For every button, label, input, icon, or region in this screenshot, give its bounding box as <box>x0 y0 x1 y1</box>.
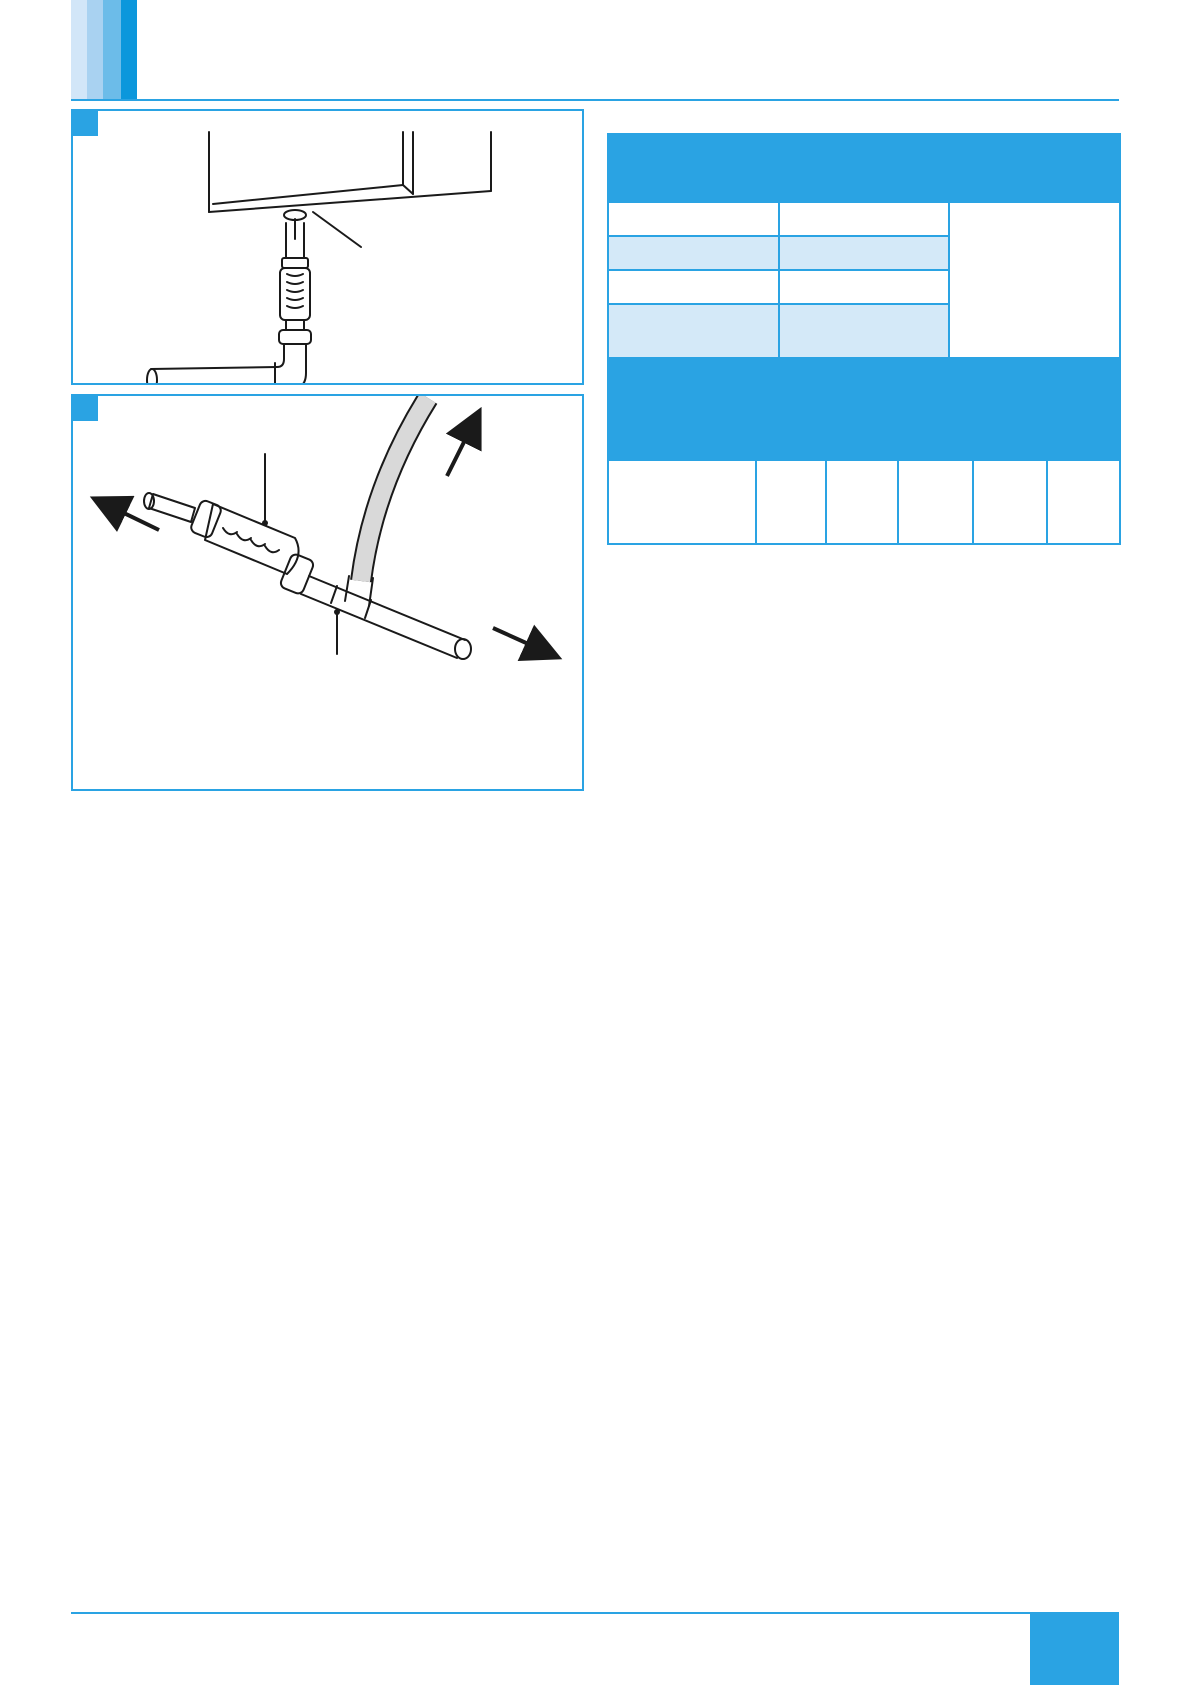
header-tab-2 <box>87 0 103 99</box>
table-cell <box>1047 460 1120 544</box>
table-2-col-header <box>898 414 973 460</box>
table-2-title <box>608 358 1120 404</box>
table-cell <box>608 202 779 236</box>
spec-table-2 <box>607 357 1121 545</box>
header-tab-4 <box>121 0 137 99</box>
header-rule <box>71 99 1119 101</box>
table-1-title <box>608 134 1120 168</box>
table-cell <box>826 460 898 544</box>
table-2-col-header <box>826 414 898 460</box>
table-cell <box>608 270 779 304</box>
table-2-header-row <box>608 404 1120 414</box>
table-2-row-header <box>608 404 756 460</box>
table-1-header-row <box>608 168 1120 202</box>
table-2-col-header <box>1047 414 1120 460</box>
table-cell <box>779 270 949 304</box>
table-row <box>608 460 1120 544</box>
table-2-col-header <box>973 414 1047 460</box>
header-tab-3 <box>103 0 121 99</box>
table-row <box>608 202 1120 236</box>
figure-1 <box>71 109 584 385</box>
table-2-group-header <box>756 404 1120 414</box>
table-2-title-row <box>608 358 1120 404</box>
footer-rule <box>71 1612 1119 1614</box>
drain-hose-tee-joint-illustration <box>73 396 582 789</box>
table-cell <box>608 236 779 270</box>
table-cell <box>608 304 779 358</box>
table-1-col-header <box>949 168 1120 202</box>
table-cell <box>779 202 949 236</box>
table-cell <box>756 460 826 544</box>
table-2-col-header <box>756 414 826 460</box>
figure-2 <box>71 394 584 791</box>
header-tab-1 <box>71 0 87 99</box>
table-cell <box>898 460 973 544</box>
table-1-title-row <box>608 134 1120 168</box>
table-cell <box>949 202 1120 358</box>
table-cell <box>973 460 1047 544</box>
table-1-col-header <box>608 168 779 202</box>
table-1-col-header <box>779 168 949 202</box>
table-cell <box>779 236 949 270</box>
page-number-box <box>1030 1612 1119 1685</box>
table-cell <box>608 460 756 544</box>
spec-table-1 <box>607 133 1121 359</box>
table-cell <box>779 304 949 358</box>
drain-pipe-connection-illustration <box>73 111 582 383</box>
